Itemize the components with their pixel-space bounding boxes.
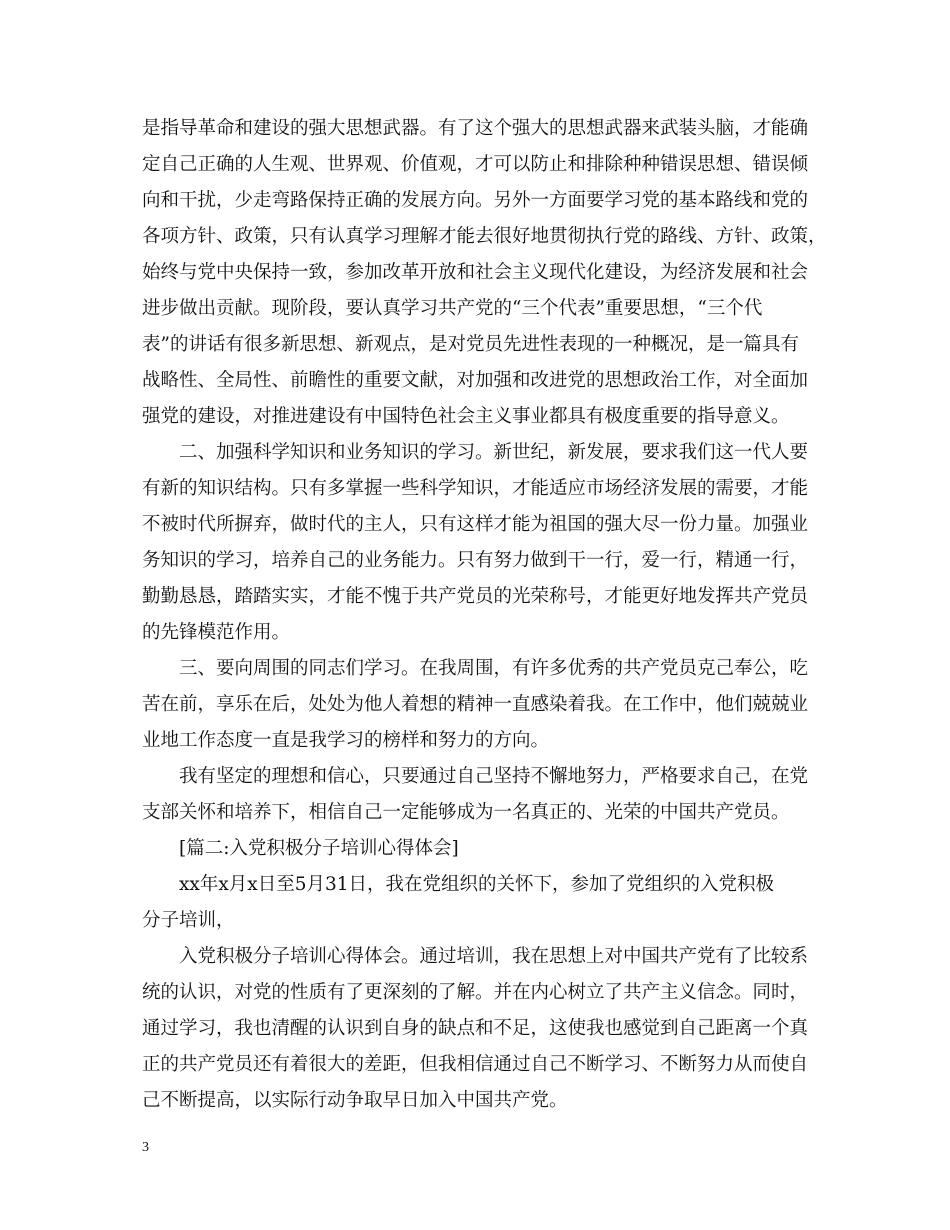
text-line: 定自己正确的人生观、世界观、价值观，才可以防止和排除种种错误思想、错误倾	[142, 154, 809, 175]
text-line: 表”的讲话有很多新思想、新观点，是对党员先进性表现的一种概况，是一篇具有	[142, 334, 799, 355]
text-line: 分子培训，	[142, 910, 235, 931]
text-line: 是指导革命和建设的强大思想武器。有了这个强大的思想武器来武装头脑，才能确	[142, 118, 809, 139]
text-line: 不被时代所摒弃，做时代的主人，只有这样才能为祖国的强大尽一份力量。加强业	[142, 514, 809, 535]
page-number: 3	[142, 1140, 149, 1155]
paragraph-start-line: 二、加强科学知识和业务知识的学习。新世纪，新发展，要求我们这一代人要	[179, 442, 809, 463]
text-line: 己不断提高，以实际行动争取早日加入中国共产党。	[142, 1090, 568, 1111]
text-line: 支部关怀和培养下，相信自己一定能够成为一名真正的、光荣的中国共产党员。	[142, 802, 790, 823]
text-line: 进步做出贡献。现阶段，要认真学习共产党的“三个代表”重要思想，“三个代	[142, 298, 763, 319]
text-line: 业地工作态度一直是我学习的榜样和努力的方向。	[142, 730, 550, 751]
section-heading: [篇二:入党积极分子培训心得体会]	[179, 838, 459, 859]
text-line: 勤勤恳恳，踏踏实实，才能不愧于共产党员的光荣称号，才能更好地发挥共产党员	[142, 586, 809, 607]
text-line: 战略性、全局性、前瞻性的重要文献，对加强和改进党的思想政治工作，对全面加	[142, 370, 809, 391]
text-line: 通过学习，我也清醒的认识到自身的缺点和不足，这使我也感觉到自己距离一个真	[142, 1018, 809, 1039]
paragraph-start-line: 三、要向周围的同志们学习。在我周围，有许多优秀的共产党员克己奉公，吃	[179, 658, 809, 679]
text-line: 务知识的学习，培养自己的业务能力。只有努力做到干一行，爱一行，精通一行，	[142, 550, 809, 571]
paragraph-start-line: 入党积极分子培训心得体会。通过培训，我在思想上对中国共产党有了比较系	[179, 946, 809, 967]
paragraph-start-line: 我有坚定的理想和信心，只要通过自己坚持不懈地努力，严格要求自己，在党	[179, 766, 809, 787]
text-line: 强党的建设，对推进建设有中国特色社会主义事业都具有极度重要的指导意义。	[142, 406, 790, 427]
text-line: 统的认识，对党的性质有了更深刻的了解。并在内心树立了共产主义信念。同时，	[142, 982, 809, 1003]
paragraph-start-line: xx年x月x日至5月31日，我在党组织的关怀下，参加了党组织的入党积极	[179, 874, 775, 895]
text-line: 的先锋模范作用。	[142, 622, 291, 643]
text-line: 有新的知识结构。只有多掌握一些科学知识，才能适应市场经济发展的需要，才能	[142, 478, 809, 499]
text-line: 苦在前，享乐在后，处处为他人着想的精神一直感染着我。在工作中，他们兢兢业	[142, 694, 809, 715]
text-line: 正的共产党员还有着很大的差距，但我相信通过自己不断学习、不断努力从而使自	[142, 1054, 809, 1075]
text-line: 始终与党中央保持一致，参加改革开放和社会主义现代化建设，为经济发展和社会	[142, 262, 809, 283]
text-line: 向和干扰，少走弯路保持正确的发展方向。另外一方面要学习党的基本路线和党的	[142, 190, 809, 211]
text-line: 各项方针、政策，只有认真学习理解才能去很好地贯彻执行党的路线、方针、政策，	[142, 226, 827, 247]
